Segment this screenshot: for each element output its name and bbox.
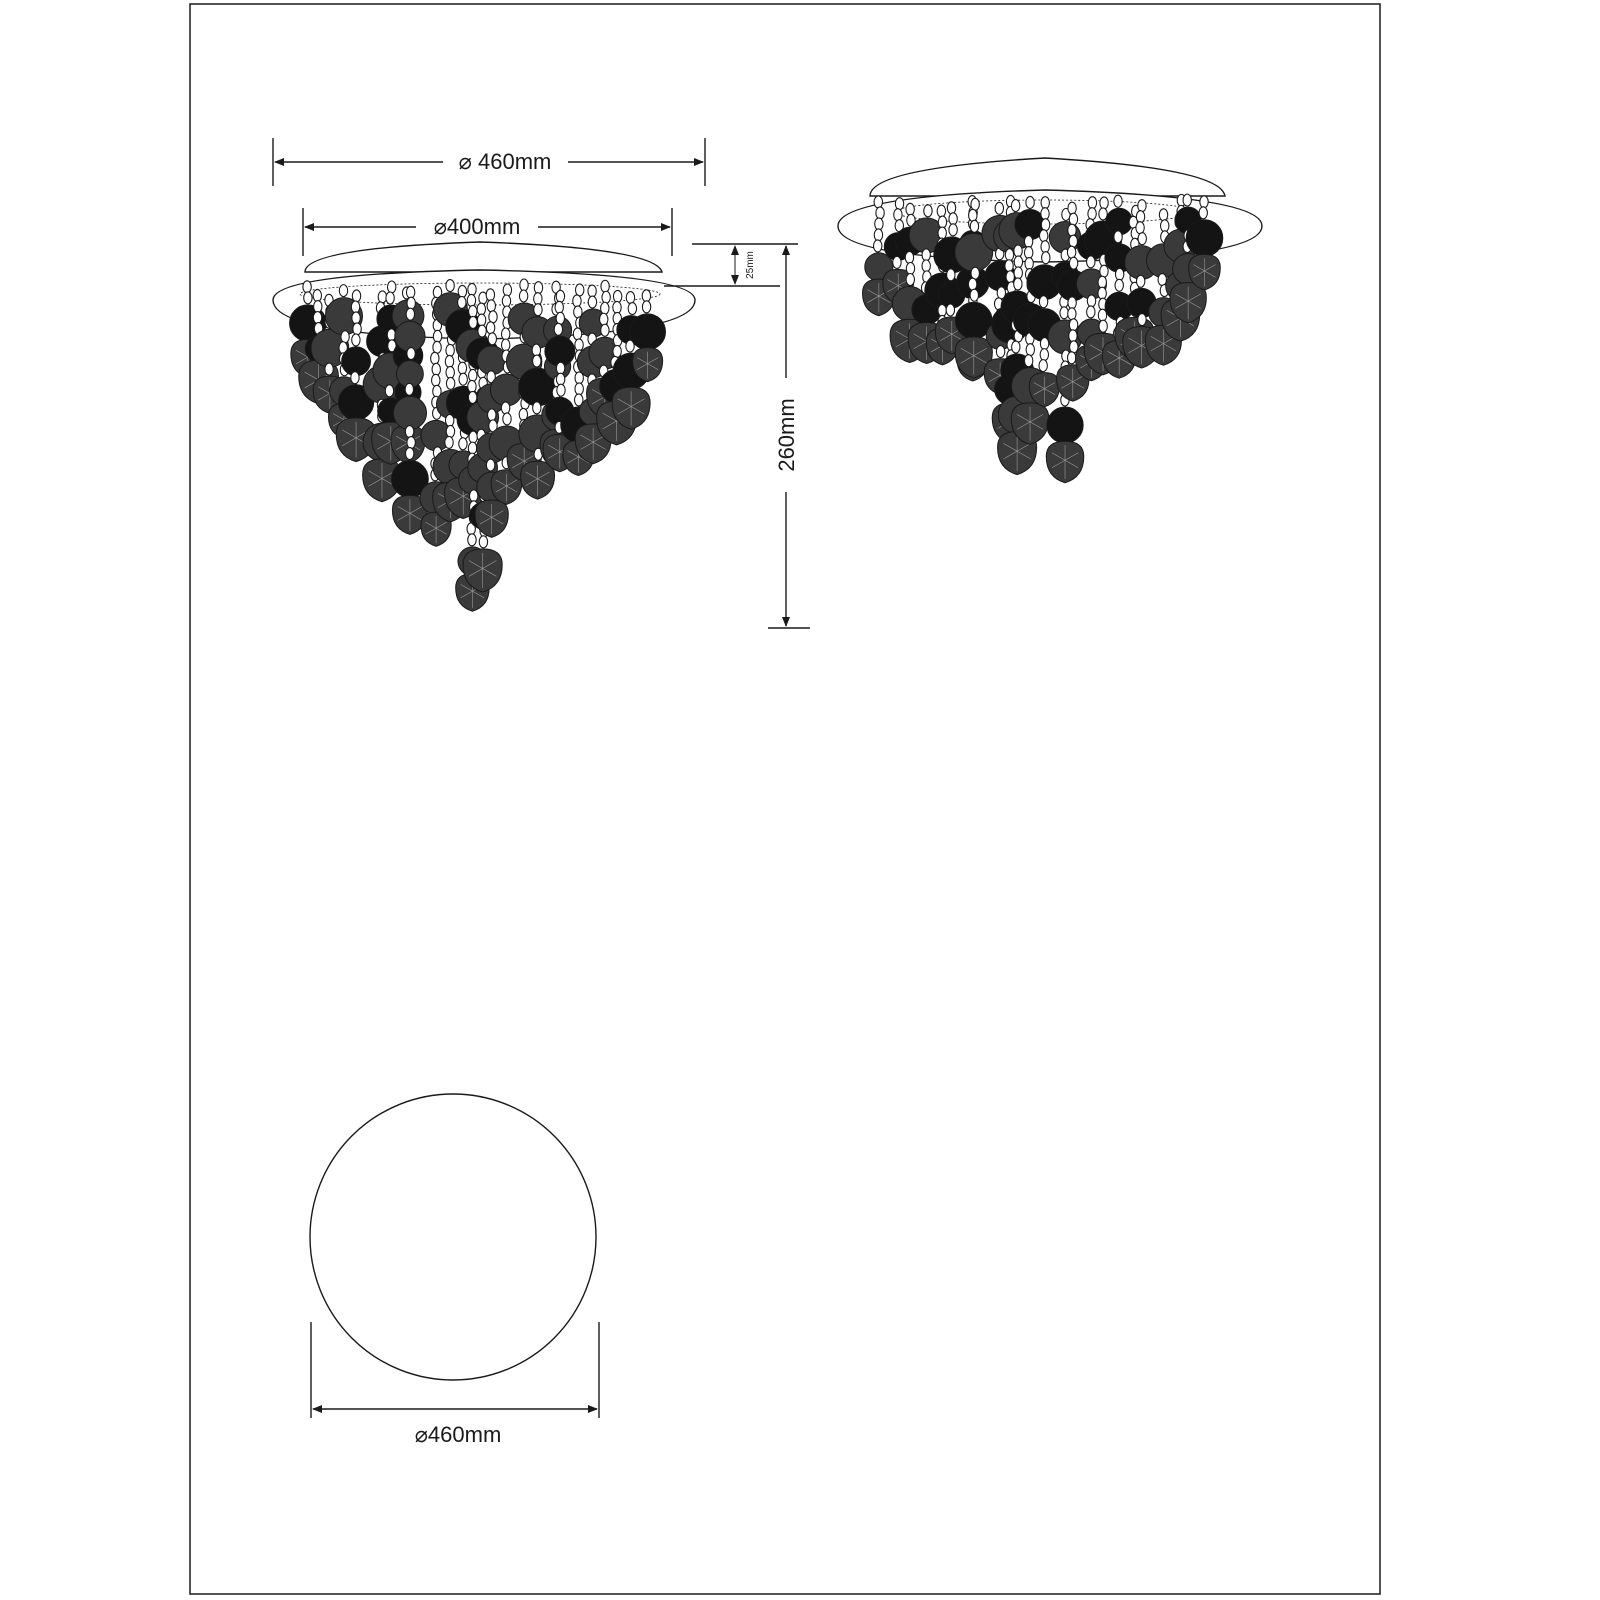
crystal-bead [445,436,453,448]
crystal-bead [519,290,527,302]
crystal-bead [557,384,565,396]
crystal-bead [1158,274,1166,286]
crystal-bead [1026,344,1034,356]
crystal-bead [534,304,542,316]
crystal-bead [1069,330,1077,342]
crystal-bead [588,285,596,297]
crystal-bead [520,279,528,291]
crystal-bead [995,202,1003,214]
crystal-bead [313,290,321,302]
crystal-bead [1069,235,1077,247]
crystal-bead [502,295,510,307]
crystal-bead [478,325,486,337]
crystal-bead [556,362,564,374]
crystal-bead [642,290,650,302]
crystal-bead [575,383,583,395]
bottom-diameter-label: ⌀460mm [414,1422,502,1447]
crystal-ball [395,321,425,351]
crystal-bead [468,283,476,295]
crystal-bead [1039,296,1047,308]
crystal-bead [304,292,312,304]
crystal-bead [573,295,581,307]
crystal-bead [459,438,467,450]
crystal-bead [1161,220,1169,232]
crystal-bead [613,345,621,357]
crystal-bead [556,312,564,324]
crystal-bead [554,323,562,335]
crystal-bead [503,284,511,296]
crystal-ball [393,396,426,429]
crystal-bead [1024,355,1032,367]
crystal-bead [469,369,477,381]
crystal-bead [937,205,945,217]
crystal-bead [588,296,596,308]
crystal-bead [1040,230,1048,242]
dimension-plate-thickness [664,244,798,286]
crystal-bead [488,333,496,345]
crystal-bead [922,260,930,272]
crystal-bead [477,303,485,315]
crystal-bead [458,362,466,374]
front-ceiling-plate [305,242,662,272]
crystal-bead [534,293,542,305]
crystal-bead [1040,338,1048,350]
crystal-bead [468,534,476,546]
crystal-bead [1098,287,1106,299]
crystal-bead [1099,320,1107,332]
crystal-bead [906,273,914,285]
crystal-bead [1040,349,1048,361]
crystal-bead [1183,194,1191,206]
crystal-bead [938,227,946,239]
dimension-outer-diameter [273,138,705,186]
crystal-bead [351,301,359,313]
crystal-bead [626,292,634,304]
crystal-bead [575,339,583,351]
crystal-bead [407,297,415,309]
crystal-bead [503,413,511,425]
crystal-bead [458,285,466,297]
crystal-bead [313,312,321,324]
crystal-bead [947,269,955,281]
crystal-bead [996,346,1004,358]
crystal-bead [874,240,882,252]
crystal-bead [1138,314,1146,326]
crystal-bead [1041,208,1049,220]
crystal-bead [446,366,454,378]
crystal-bead [893,256,901,268]
crystal-bead [303,281,311,293]
crystal-ball [630,314,666,350]
crystal-bead [874,229,882,241]
crystal-bead [1114,195,1122,207]
crystal-ball [1047,407,1083,443]
crystal-bead [1068,202,1076,214]
crystal-bead [969,209,977,221]
crystal-bead [906,262,914,274]
crystal-bead [1068,308,1076,320]
crystal-bead [924,205,932,217]
crystal-bead [446,344,454,356]
crystal-bead [385,385,393,397]
crystal-bead [947,202,955,214]
crystal-bead [470,490,478,502]
crystal-bead [949,213,957,225]
crystal-bead [1087,256,1095,268]
crystal-bead [906,203,914,215]
crystal-bead [352,312,360,324]
outer-diameter-label: ⌀ 460mm [458,149,552,174]
crystal-bead [1087,306,1095,318]
crystal-bead [1114,231,1122,243]
crystal-bead [532,344,540,356]
crystal-bead [533,402,541,414]
crystal-bead [1159,209,1167,221]
crystal-bead [1115,268,1123,280]
crystal-bead [486,322,494,334]
crystal-ball [1186,220,1223,257]
crystal-bead [431,352,439,364]
crystal-bead [469,316,477,328]
crystal-ball [545,336,575,366]
crystal-bead [1067,352,1075,364]
crystal-bead [1199,207,1207,219]
crystal-bead [971,198,979,210]
crystal-bead [325,363,333,375]
crystal-bead [501,339,509,351]
crystal-bead [971,267,979,279]
crystal-bead [351,372,359,384]
dimension-total-height [768,246,810,628]
side-view-chandelier [838,158,1262,483]
crystal-bead [314,301,322,313]
crystal-bead [1012,341,1020,353]
crystal-bead [388,281,396,293]
crystal-bead [1115,279,1123,291]
crystal-bead [468,380,476,392]
crystal-bead [556,373,564,385]
crystal-bead [386,292,394,304]
crystal-bead [1068,297,1076,309]
crystal-bead [458,296,466,308]
crystal-bead [489,311,497,323]
crystal-bead [876,207,884,219]
crystal-bead [501,328,509,340]
crystal-bead [405,383,413,395]
crystal-bead [555,301,563,313]
crystal-bead [459,373,467,385]
crystal-bead [1068,224,1076,236]
crystal-bead [1136,275,1144,287]
crystal-bead [341,331,349,343]
crystal-bead [905,251,913,263]
crystal-bead [1138,200,1146,212]
crystal-bead [1014,278,1022,290]
crystal-bead [874,196,882,208]
crystal-bead [486,289,494,301]
crystal-bead [1024,247,1032,259]
plate-thickness-label: 25mm [745,251,756,279]
crystal-bead [1041,219,1049,231]
crystal-bead [1069,257,1077,269]
crystal-bead [468,442,476,454]
crystal-ball [490,374,522,406]
bottom-view-circle [310,1094,596,1380]
crystal-bead [1060,307,1068,319]
crystal-bead [601,280,609,292]
crystal-bead [628,303,636,315]
crystal-bead [1069,319,1077,331]
crystal-bead [1100,265,1108,277]
crystal-bead [406,308,414,320]
crystal-bead [433,341,441,353]
crystal-bead [895,198,903,210]
crystal-bead [405,426,413,438]
crystal-bead [353,323,361,335]
crystal-bead [602,291,610,303]
crystal-bead [970,220,978,232]
crystal-bead [352,334,360,346]
plate-diameter-label: ⌀400mm [433,214,521,239]
crystal-bead [1042,252,1050,264]
crystal-bead [1067,246,1075,258]
total-height-label: 260mm [774,398,799,472]
crystal-bead [477,314,485,326]
crystal-bead [446,425,454,437]
crystal-bead [1100,197,1108,209]
crystal-bead [1025,258,1033,270]
crystal-bead [613,290,621,302]
crystal-bead [576,284,584,296]
crystal-bead [968,278,976,290]
crystal-bead [446,377,454,389]
crystal-bead [469,305,477,317]
crystal-bead [467,294,475,306]
crystal-bead [1039,360,1047,372]
crystal-bead [1014,267,1022,279]
crystal-bead [1005,260,1013,272]
crystal-bead [1041,197,1049,209]
crystal-bead [1136,222,1144,234]
crystal-bead [970,289,978,301]
bottom-view [310,1094,599,1447]
crystal-bead [405,448,413,460]
crystal-bead [407,437,415,449]
crystal-bead [875,218,883,230]
crystal-bead [534,282,542,294]
crystal-bead [938,216,946,228]
crystal-bead [1136,211,1144,223]
crystal-bead [446,280,454,292]
front-view-chandelier [273,242,695,611]
crystal-bead [533,355,541,367]
crystal-bead [445,355,453,367]
crystal-bead [1200,196,1208,208]
crystal-bead [1138,233,1146,245]
crystal-bead [1026,196,1034,208]
crystal-bead [352,290,360,302]
front-crystal-strands [290,279,666,611]
crystal-bead [600,313,608,325]
crystal-bead [946,304,954,316]
crystal-bead [479,536,487,548]
crystal-bead [1088,197,1096,209]
crystal-bead [487,300,495,312]
crystal-bead [1069,213,1077,225]
crystal-bead [601,324,609,336]
crystal-bead [1098,276,1106,288]
crystal-bead [1088,208,1096,220]
crystal-bead [642,301,650,313]
crystal-bead [486,459,494,471]
crystal-bead [949,224,957,236]
crystal-bead [378,291,386,303]
crystal-bead [601,302,609,314]
crystal-bead [556,290,564,302]
crystal-bead [922,249,930,261]
crystal-bead [468,391,476,403]
crystal-bead [406,286,414,298]
crystal-bead [1014,245,1022,257]
crystal-bead [433,330,441,342]
crystal-bead [501,402,509,414]
crystal-bead [1087,295,1095,307]
crystal-bead [894,209,902,221]
crystal-bead [407,348,415,360]
crystal-bead [469,431,477,443]
crystal-bead [339,285,347,297]
crystal-bead [1014,256,1022,268]
crystal-bead [1041,241,1049,253]
crystal-bead [432,374,440,386]
side-crystal-strands [862,194,1222,483]
crystal-bead [488,409,496,421]
crystal-bead [1024,236,1032,248]
crystal-bead [1011,200,1019,212]
crystal-bead [613,301,621,313]
crystal-bead [1005,249,1013,261]
crystal-bead [1006,271,1014,283]
crystal-bead [432,363,440,375]
